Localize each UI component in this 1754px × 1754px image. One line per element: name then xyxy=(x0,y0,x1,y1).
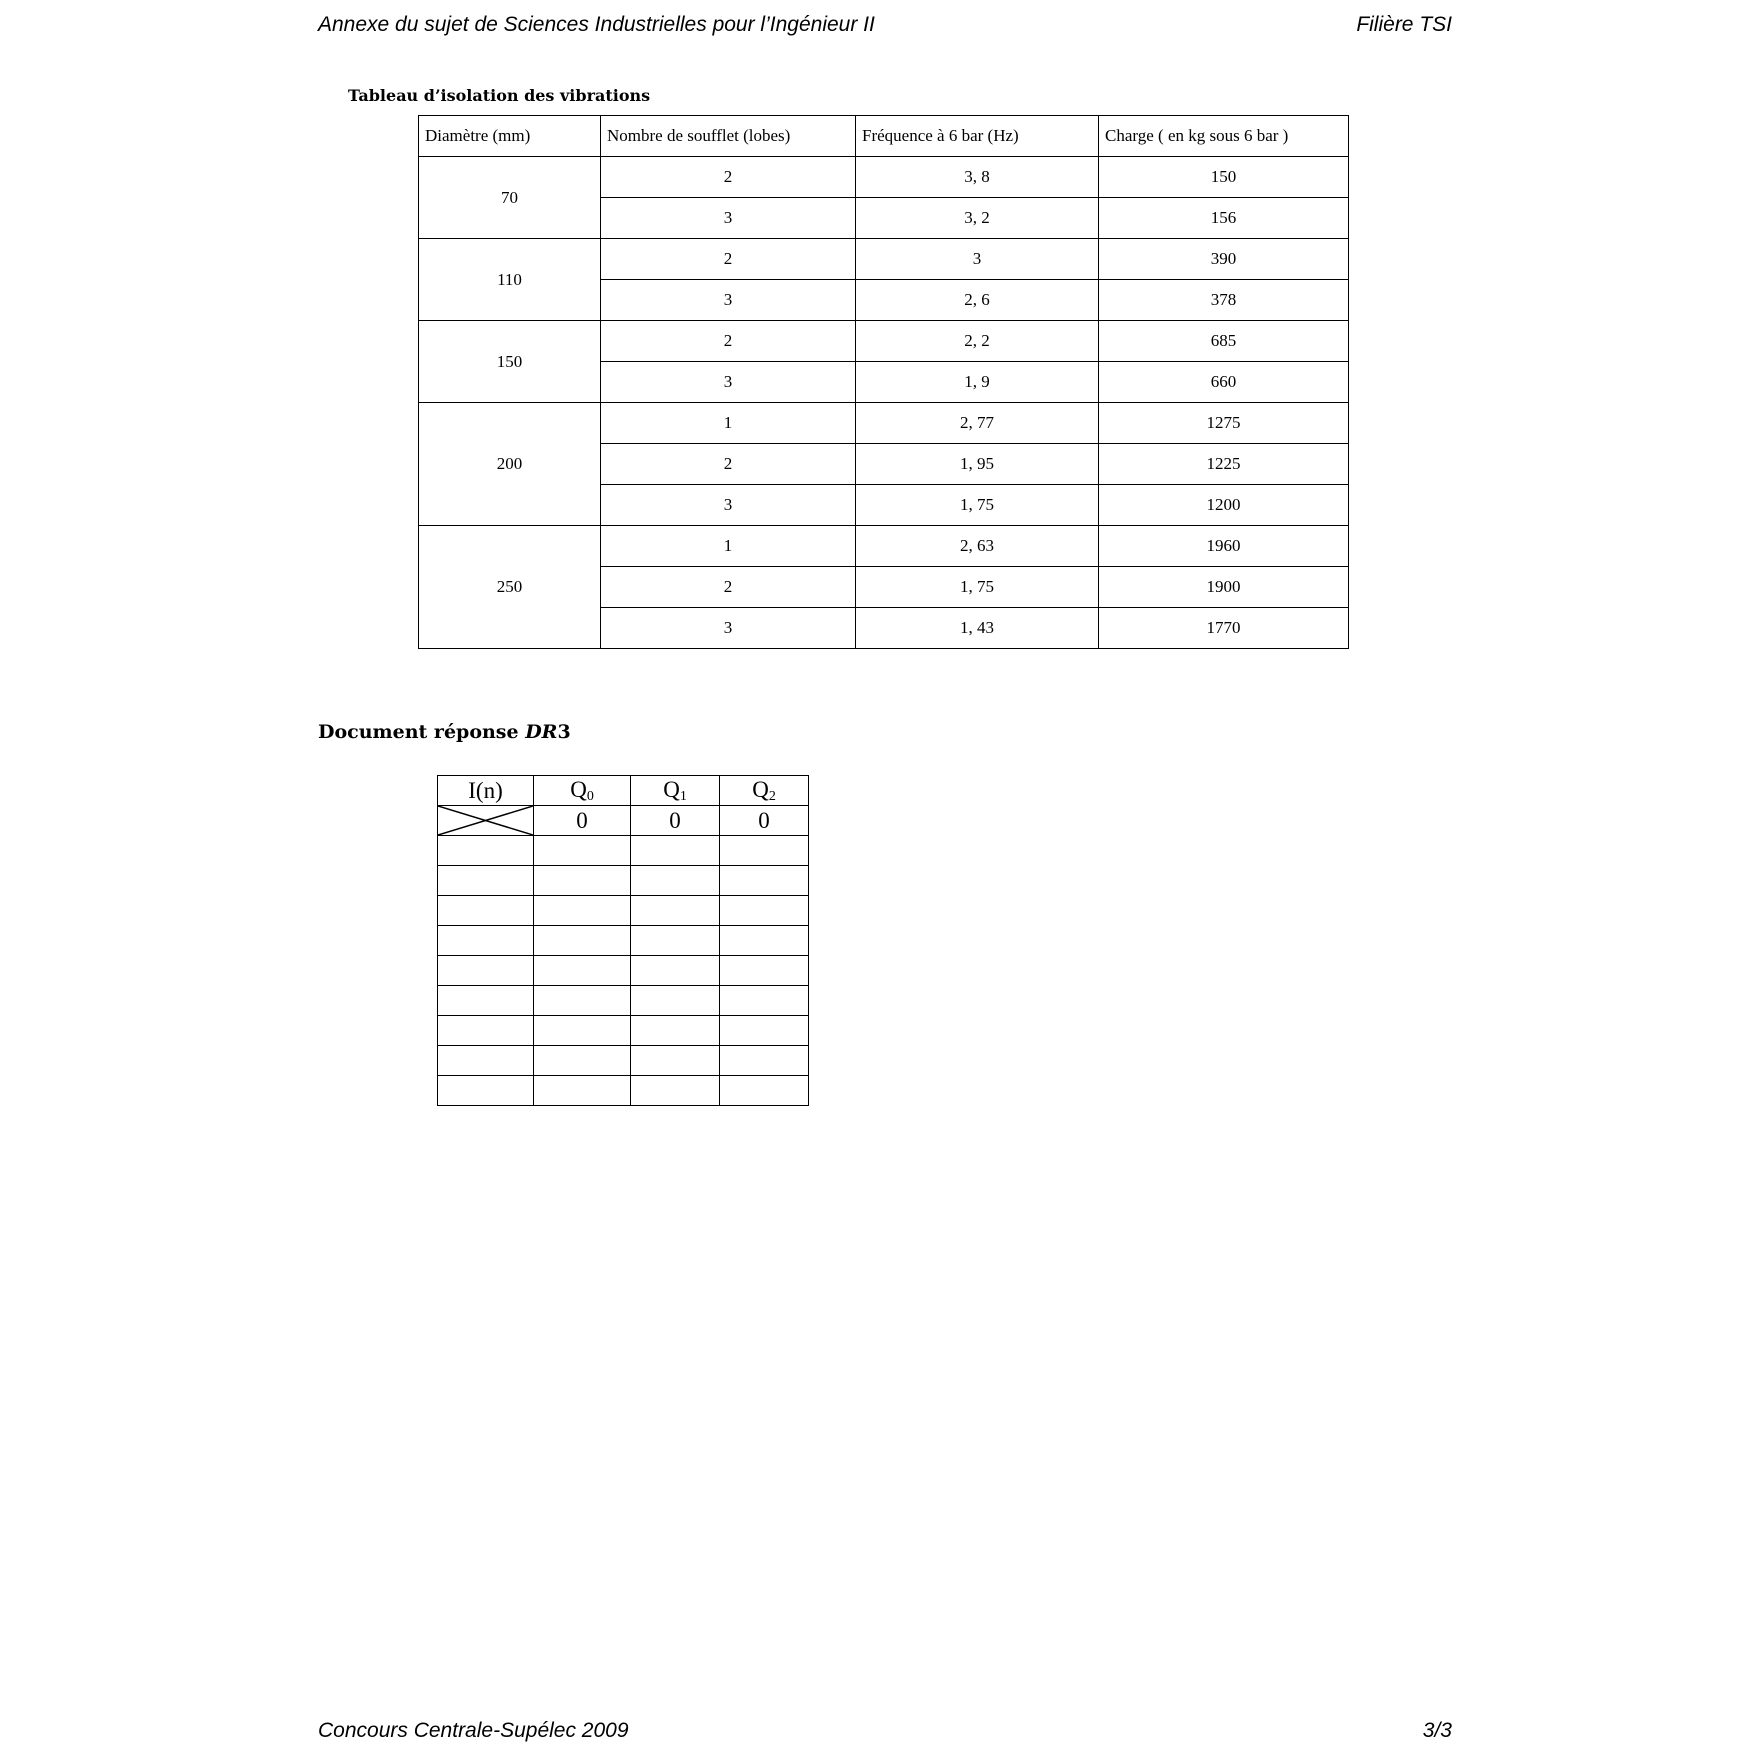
dr3-answer-cell[interactable] xyxy=(438,1016,534,1046)
dr3-header-in: I(n) xyxy=(438,776,534,806)
vibration-table-header-row xyxy=(419,116,1349,157)
lobes-cell: 1 xyxy=(601,526,856,567)
load-cell: 1770 xyxy=(1099,608,1349,649)
load-cell: 1960 xyxy=(1099,526,1349,567)
dr3-answer-cell[interactable] xyxy=(438,926,534,956)
dr3-answer-cell[interactable] xyxy=(631,896,720,926)
lobes-cell: 3 xyxy=(601,198,856,239)
footer-right: 3/3 xyxy=(1422,1719,1452,1742)
frequency-cell: 3, 8 xyxy=(856,157,1099,198)
dr3-answer-cell[interactable] xyxy=(720,1076,809,1106)
dr3-answer-row xyxy=(438,1016,809,1046)
dr3-answer-cell[interactable] xyxy=(438,836,534,866)
dr3-answer-cell[interactable] xyxy=(534,986,631,1016)
dr3-answer-cell[interactable] xyxy=(438,1076,534,1106)
dr3-answer-cell[interactable] xyxy=(720,1016,809,1046)
lobes-cell: 3 xyxy=(601,362,856,403)
dr3-answer-cell[interactable] xyxy=(720,956,809,986)
diameter-cell: 150 xyxy=(419,321,601,403)
dr3-answer-cell[interactable] xyxy=(631,1016,720,1046)
dr3-answer-cell[interactable] xyxy=(438,986,534,1016)
dr3-answer-cell[interactable] xyxy=(631,926,720,956)
load-cell: 685 xyxy=(1099,321,1349,362)
footer-left: Concours Centrale-Supélec 2009 xyxy=(318,1719,629,1742)
diameter-cell: 250 xyxy=(419,526,601,649)
frequency-cell: 1, 9 xyxy=(856,362,1099,403)
load-cell: 378 xyxy=(1099,280,1349,321)
table-row xyxy=(419,239,1349,280)
dr3-answer-row xyxy=(438,986,809,1016)
dr3-initial-q2: 0 xyxy=(720,806,809,836)
dr3-title-suffix: 3 xyxy=(557,721,571,743)
frequency-cell: 2, 6 xyxy=(856,280,1099,321)
frequency-cell: 1, 75 xyxy=(856,485,1099,526)
dr3-header-q1: $Q_1$ xyxy=(631,776,720,806)
diameter-cell: 70 xyxy=(419,157,601,239)
dr3-header-row xyxy=(438,776,809,806)
dr3-initial-row xyxy=(438,806,809,836)
vibration-table xyxy=(418,115,1349,649)
load-cell: 156 xyxy=(1099,198,1349,239)
table-row xyxy=(419,157,1349,198)
frequency-cell: 1, 75 xyxy=(856,567,1099,608)
vibration-table-title: Tableau d’isolation des vibrations xyxy=(348,86,651,105)
load-cell: 660 xyxy=(1099,362,1349,403)
dr3-answer-cell[interactable] xyxy=(534,1046,631,1076)
dr3-answer-cell[interactable] xyxy=(720,896,809,926)
dr3-answer-cell[interactable] xyxy=(631,956,720,986)
frequency-cell: 2, 63 xyxy=(856,526,1099,567)
dr3-title-prefix: Document réponse xyxy=(318,721,526,743)
col-header-load: Charge ( en kg sous 6 bar ) xyxy=(1099,116,1349,157)
dr3-answer-row xyxy=(438,956,809,986)
header-right: Filière TSI xyxy=(1356,13,1452,36)
dr3-answer-cell[interactable] xyxy=(720,1046,809,1076)
lobes-cell: 2 xyxy=(601,444,856,485)
lobes-cell: 3 xyxy=(601,280,856,321)
dr3-answer-cell[interactable] xyxy=(438,866,534,896)
dr3-answer-row xyxy=(438,926,809,956)
table-row xyxy=(419,403,1349,444)
dr3-answer-row xyxy=(438,866,809,896)
dr3-answer-cell[interactable] xyxy=(534,836,631,866)
frequency-cell: 1, 95 xyxy=(856,444,1099,485)
lobes-cell: 2 xyxy=(601,239,856,280)
dr3-answer-cell[interactable] xyxy=(534,896,631,926)
load-cell: 1225 xyxy=(1099,444,1349,485)
load-cell: 1900 xyxy=(1099,567,1349,608)
col-header-frequency: Fréquence à 6 bar (Hz) xyxy=(856,116,1099,157)
dr3-answer-row xyxy=(438,896,809,926)
load-cell: 390 xyxy=(1099,239,1349,280)
cross-out-icon xyxy=(438,806,533,835)
frequency-cell: 2, 77 xyxy=(856,403,1099,444)
dr3-answer-cell[interactable] xyxy=(534,1076,631,1106)
load-cell: 1275 xyxy=(1099,403,1349,444)
dr3-header-q0: $Q_0$ xyxy=(534,776,631,806)
dr3-answer-row xyxy=(438,836,809,866)
dr3-answer-cell[interactable] xyxy=(438,896,534,926)
header-left: Annexe du sujet de Sciences Industrielles pour l’Ingénieur II xyxy=(318,13,875,36)
dr3-answer-cell[interactable] xyxy=(438,956,534,986)
dr3-answer-cell[interactable] xyxy=(720,926,809,956)
dr3-answer-cell[interactable] xyxy=(534,866,631,896)
lobes-cell: 3 xyxy=(601,485,856,526)
col-header-diameter: Diamètre (mm) xyxy=(419,116,601,157)
lobes-cell: 1 xyxy=(601,403,856,444)
load-cell: 150 xyxy=(1099,157,1349,198)
diameter-cell: 110 xyxy=(419,239,601,321)
dr3-answer-cell[interactable] xyxy=(534,926,631,956)
vibration-table-body xyxy=(419,157,1349,649)
dr3-header-q2: $Q_2$ xyxy=(720,776,809,806)
dr3-crossed-cell xyxy=(438,806,534,836)
dr3-answer-cell[interactable] xyxy=(631,1076,720,1106)
table-row xyxy=(419,526,1349,567)
dr3-answer-cell[interactable] xyxy=(720,836,809,866)
load-cell: 1200 xyxy=(1099,485,1349,526)
dr3-table xyxy=(437,775,809,1106)
dr3-answer-cell[interactable] xyxy=(534,1016,631,1046)
frequency-cell: 3, 2 xyxy=(856,198,1099,239)
dr3-table-body xyxy=(438,806,809,1106)
dr3-answer-row xyxy=(438,1046,809,1076)
dr3-answer-cell[interactable] xyxy=(631,866,720,896)
dr3-answer-cell[interactable] xyxy=(720,866,809,896)
dr3-answer-cell[interactable] xyxy=(631,1046,720,1076)
table-row xyxy=(419,321,1349,362)
diameter-cell: 200 xyxy=(419,403,601,526)
dr3-answer-cell[interactable] xyxy=(631,986,720,1016)
dr3-initial-q0: 0 xyxy=(534,806,631,836)
dr3-title-italic: DR xyxy=(525,721,558,743)
lobes-cell: 3 xyxy=(601,608,856,649)
col-header-lobes: Nombre de soufflet (lobes) xyxy=(601,116,856,157)
dr3-answer-cell[interactable] xyxy=(438,1046,534,1076)
dr3-answer-cell[interactable] xyxy=(534,956,631,986)
dr3-answer-row xyxy=(438,1076,809,1106)
lobes-cell: 2 xyxy=(601,321,856,362)
frequency-cell: 2, 2 xyxy=(856,321,1099,362)
lobes-cell: 2 xyxy=(601,567,856,608)
frequency-cell: 3 xyxy=(856,239,1099,280)
dr3-initial-q1: 0 xyxy=(631,806,720,836)
lobes-cell: 2 xyxy=(601,157,856,198)
dr3-answer-cell[interactable] xyxy=(631,836,720,866)
frequency-cell: 1, 43 xyxy=(856,608,1099,649)
dr3-answer-cell[interactable] xyxy=(720,986,809,1016)
dr3-title xyxy=(318,721,571,743)
